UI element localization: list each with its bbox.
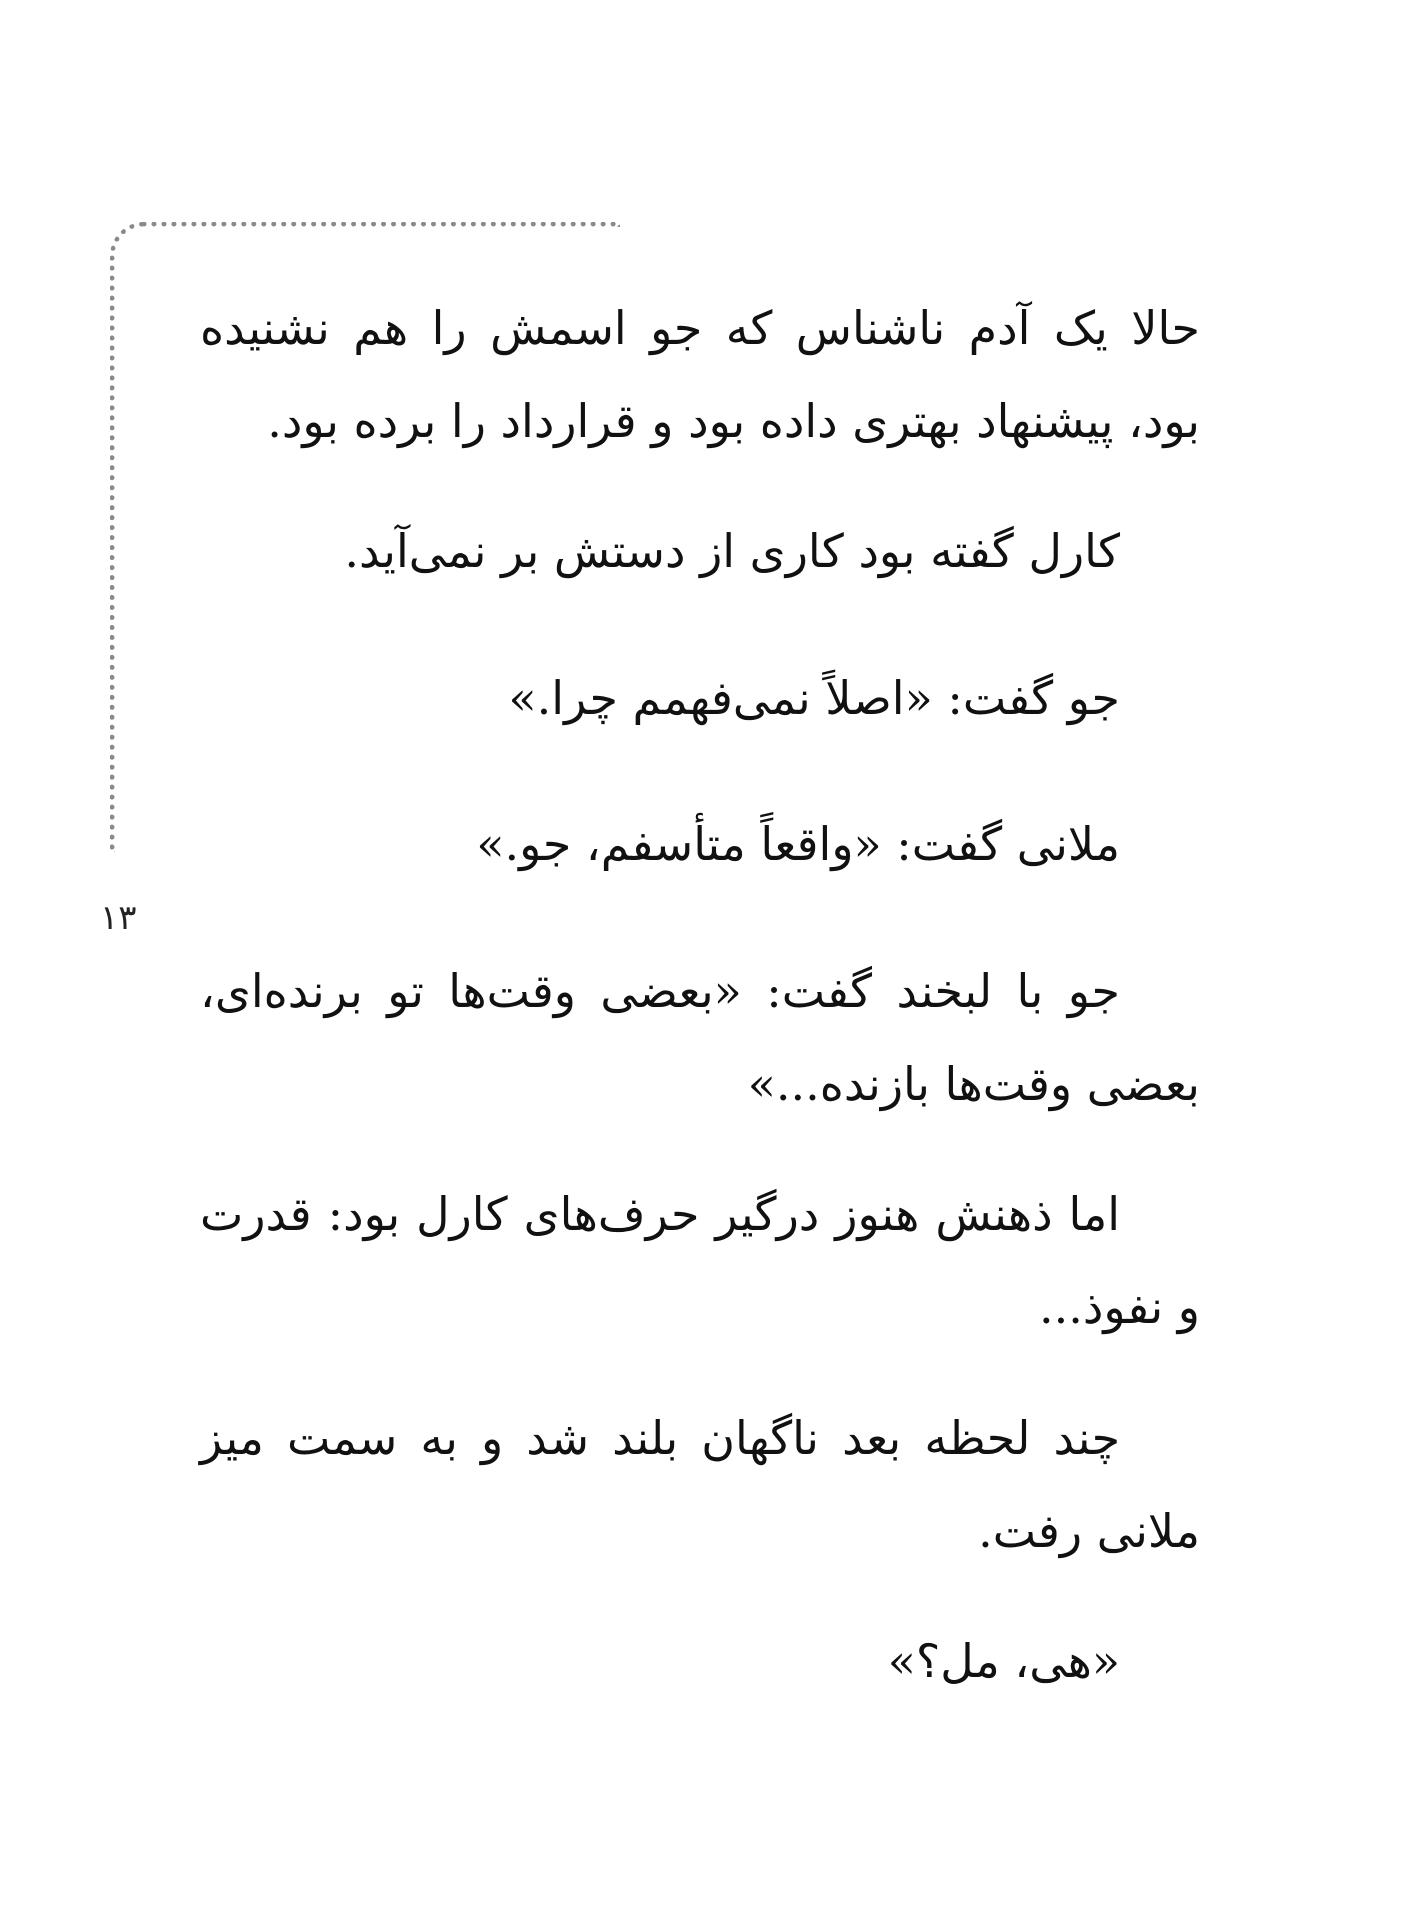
paragraph-7: چند لحظه بعد ناگهان بلند شد و به سمت میز ملانی رفت.	[200, 1411, 1200, 1558]
paragraph-8: «هی، مل؟»	[887, 1634, 1120, 1688]
paragraph-4: ملانی گفت: «واقعاً متأسفم، جو.»	[476, 817, 1120, 871]
paragraph-6: اما ذهنش هنوز درگیر حرف‌های کارل بود: قدرت و نفوذ...	[200, 1187, 1200, 1334]
page-number: ۱۳	[100, 898, 137, 938]
paragraph-2: کارل گفته بود کاری از دستش بر نمی‌آید.	[344, 524, 1120, 578]
paragraph-1: حالا یک آدم ناشناس که جو اسمش را هم نشنیده بود، پیشنهاد بهتری داده بود و قرارداد را برده بود.	[200, 301, 1200, 448]
paragraph-3: جو گفت: «اصلاً نمی‌فهمم چرا.»	[508, 671, 1120, 725]
paragraph-5: جو با لبخند گفت: «بعضی وقت‌ها تو برنده‌ای، بعضی وقت‌ها بازنده...»	[200, 964, 1200, 1111]
